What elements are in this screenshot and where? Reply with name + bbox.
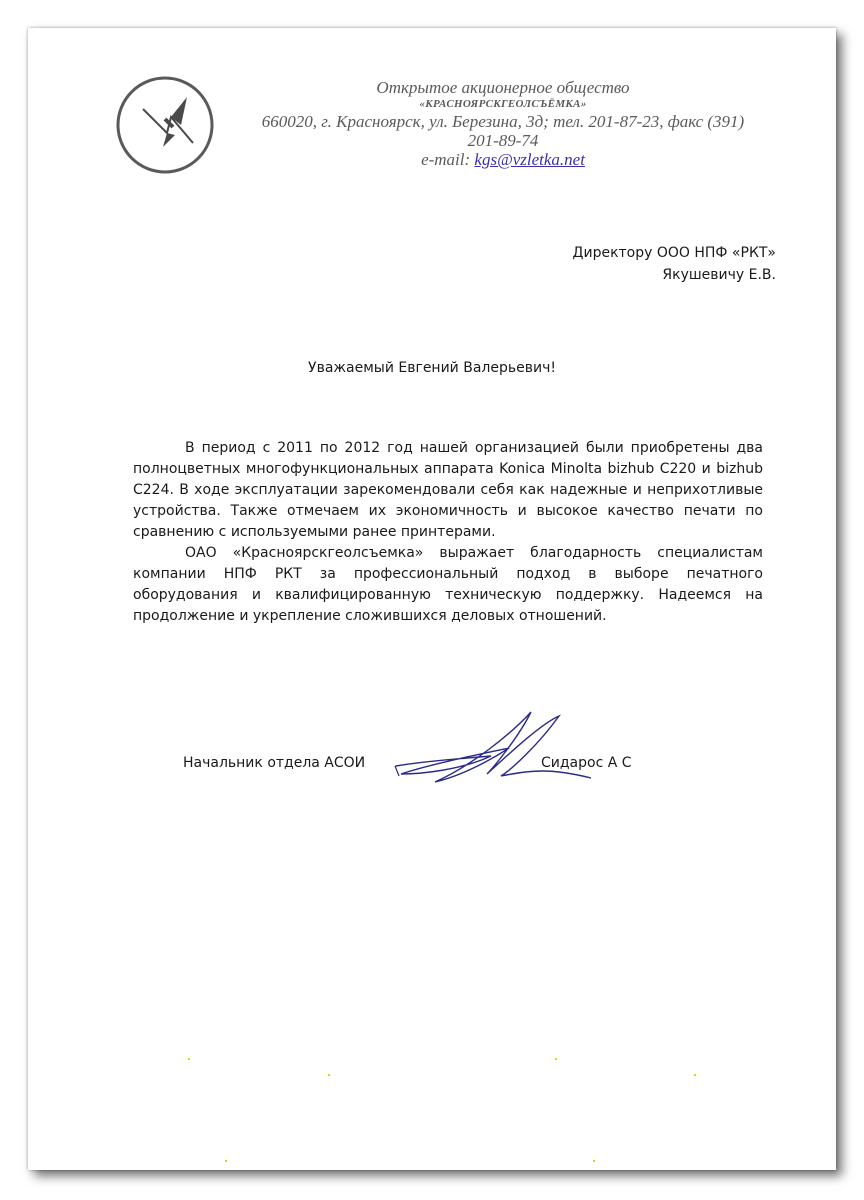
letter-page	[28, 28, 836, 1170]
address-line: 660020, г. Красноярск, ул. Березина, 3д; тел. 201-87-23, факс (391)	[261, 112, 745, 131]
recipient-name: Якушевичу Е.В.	[662, 267, 776, 283]
letter-body	[133, 438, 763, 627]
body-paragraph: В период с 2011 по 2012 год нашей организацией были приобретены два полноцветных многофункциональных аппарата Konica Minolta bizhub C220 и bizhub C224. В ходе эксплуатации зарекомендовали себя как надежные и неприхотливые устройства. Также отмечаем их экономичность и высокое качество печати по сравнению с используемыми ранее принтерами.	[133, 440, 763, 540]
email-link[interactable]: kgs@vzletka.net	[474, 150, 585, 169]
paper-speck	[225, 1160, 227, 1162]
email-line	[238, 150, 768, 169]
handwritten-signature	[391, 704, 591, 784]
greeting: Уважаемый Евгений Валерьевич!	[308, 360, 556, 376]
paper-speck	[188, 1058, 190, 1060]
paper-speck	[328, 1074, 330, 1076]
email-label: e-mail:	[421, 150, 471, 169]
signer-position: Начальник отдела АСОИ	[183, 755, 366, 771]
recipient-block	[376, 242, 776, 286]
paper-speck	[555, 1058, 557, 1060]
org-name: «КРАСНОЯРСКГЕОЛСЪЁМКА»	[419, 98, 587, 110]
paper-speck	[694, 1074, 696, 1076]
body-paragraph: ОАО «Красноярскгеолсъемка» выражает благодарность специалистам компании НПФ РКТ за профессиональный подход в выборе печатного оборудования и квалифицированную техническую поддержку. Надеемся на продолжение и укрепление сложившихся деловых отношений.	[133, 545, 763, 624]
company-logo	[113, 73, 217, 177]
fax-continuation: 201-89-74	[467, 131, 539, 150]
paper-speck	[593, 1160, 595, 1162]
recipient-title: Директору ООО НПФ «РКТ»	[572, 245, 776, 261]
signer-name: Сидарос А С	[541, 755, 632, 771]
org-type: Открытое акционерное общество	[376, 78, 630, 97]
letterhead	[238, 78, 768, 169]
